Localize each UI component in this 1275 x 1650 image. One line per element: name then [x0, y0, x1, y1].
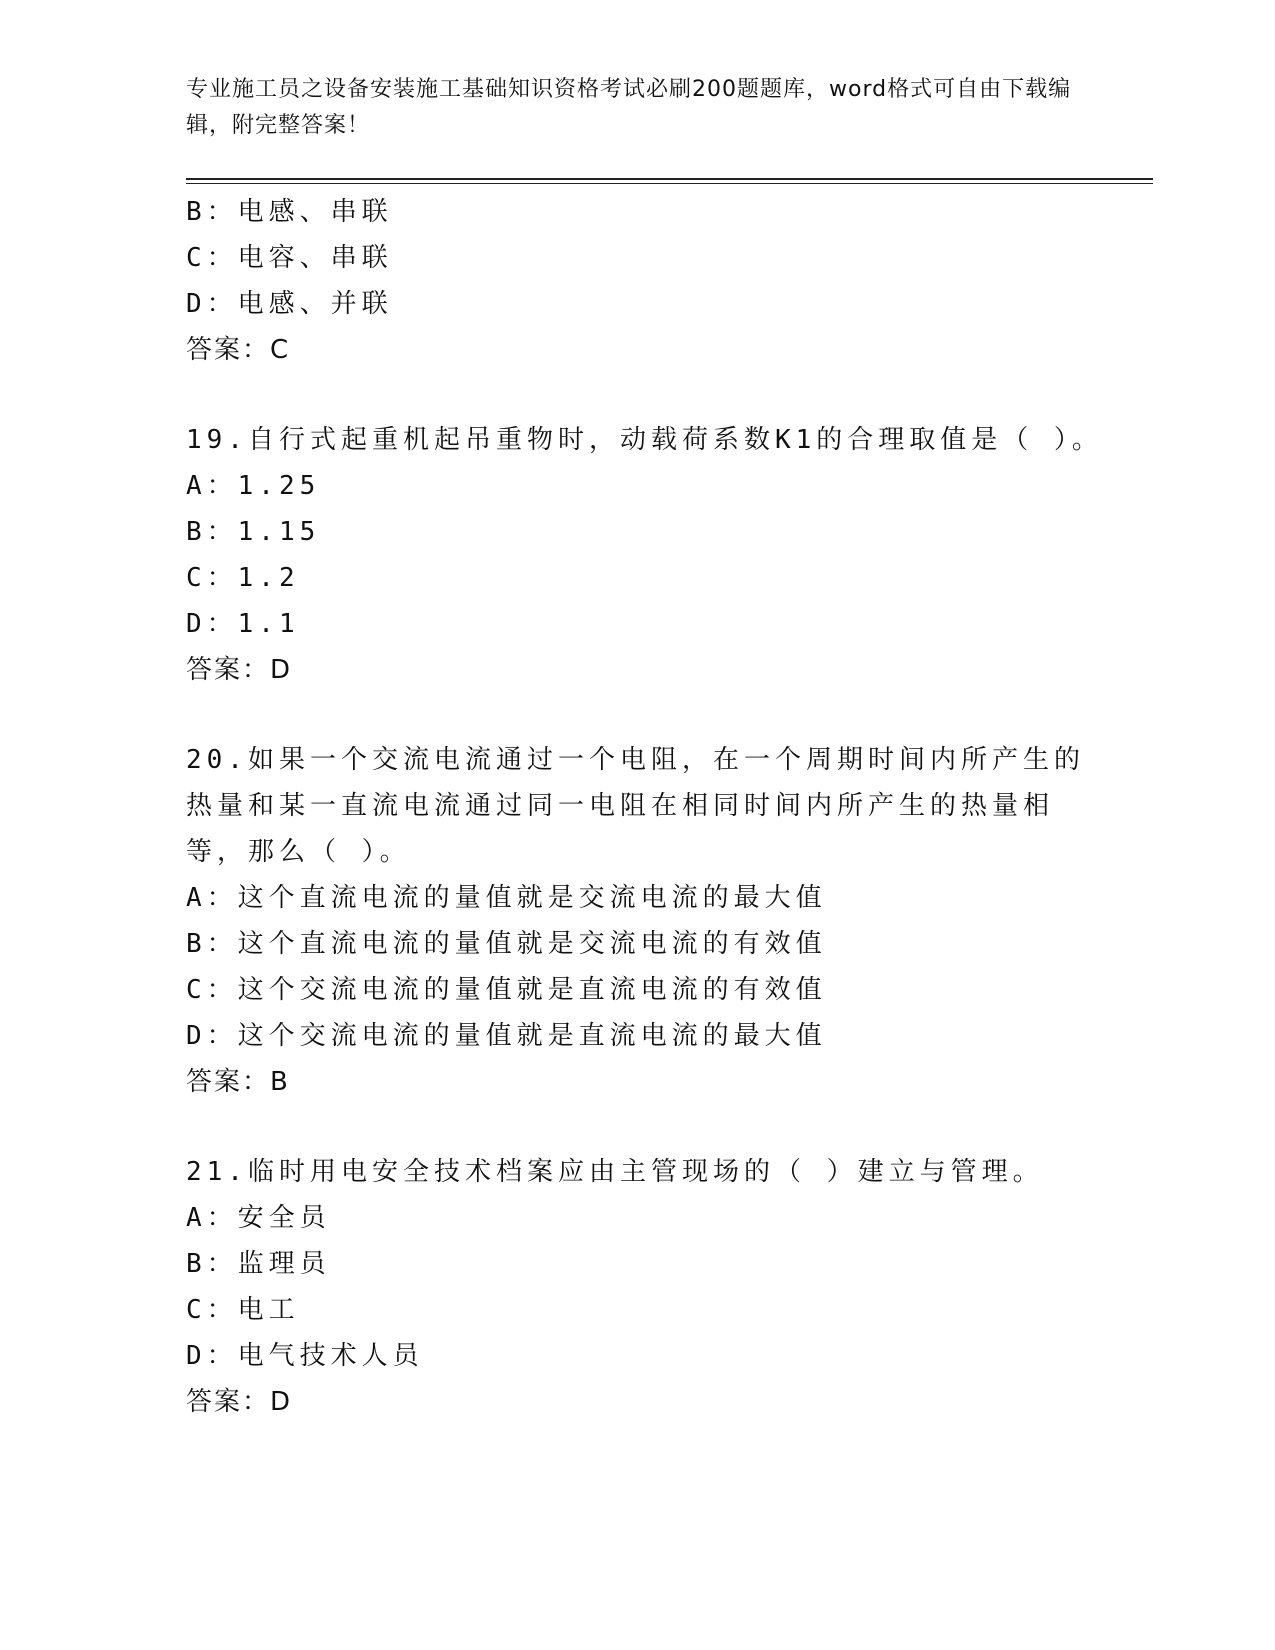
q19-option-c: C：1.2 — [186, 563, 300, 593]
q20-answer: 答案：B — [186, 1067, 290, 1097]
q19-option-d: D：1.1 — [186, 609, 300, 639]
q20-option-d: D：这个交流电流的量值就是直流电流的最大值 — [186, 1021, 827, 1051]
header-rule-thin — [186, 183, 1153, 184]
q18-option-d: D：电感、并联 — [186, 289, 393, 319]
q21-answer: 答案：D — [186, 1387, 293, 1417]
q18-option-c: C：电容、串联 — [186, 243, 393, 273]
q19-option-a: A：1.25 — [186, 471, 321, 501]
q19-answer: 答案：D — [186, 655, 293, 685]
q18-option-b: B：电感、串联 — [186, 197, 393, 227]
q20-option-a: A：这个直流电流的量值就是交流电流的最大值 — [186, 883, 827, 913]
spacer — [186, 1105, 1086, 1149]
spacer — [186, 693, 1086, 737]
q21-option-b: B：监理员 — [186, 1249, 331, 1279]
q21-stem: 21.临时用电安全技术档案应由主管现场的（ ）建立与管理。 — [186, 1157, 1044, 1187]
document-header: 专业施工员之设备安装施工基础知识资格考试必刷200题题库，word格式可自由下载编辑，附完整答案！ — [186, 77, 1072, 138]
q21-option-d: D：电气技术人员 — [186, 1341, 424, 1371]
q20-option-c: C：这个交流电流的量值就是直流电流的有效值 — [186, 975, 827, 1005]
q18-answer: 答案：C — [186, 335, 291, 365]
q20-option-b: B：这个直流电流的量值就是交流电流的有效值 — [186, 929, 827, 959]
q21-option-c: C：电工 — [186, 1295, 300, 1325]
q21-option-a: A：安全员 — [186, 1203, 331, 1233]
header-rule-thick — [186, 178, 1153, 180]
spacer — [186, 373, 1086, 417]
q19-stem: 19.自行式起重机起吊重物时，动载荷系数K1的合理取值是（ ）。 — [186, 425, 1103, 455]
question-content — [186, 189, 1103, 1425]
q20-stem: 20.如果一个交流电流通过一个电阻，在一个周期时间内所产生的热量和某一直流电流通过同一电阻在相同时间内所产生的热量相等，那么（ ）。 — [186, 745, 1085, 867]
q19-option-b: B：1.15 — [186, 517, 321, 547]
